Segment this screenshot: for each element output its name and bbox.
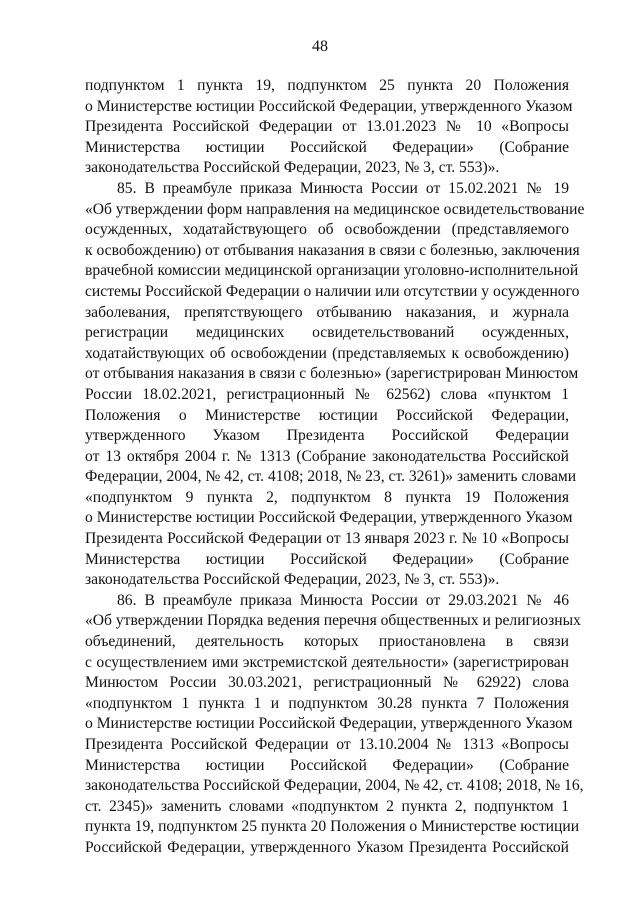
- text-line: подпунктом 1 пункта 19, подпунктом 25 пункта 20 Положения: [85, 77, 569, 94]
- text-line: Министерства юстиции Российской Федерации» (Собрание: [85, 756, 569, 774]
- text-line: «подпунктом 1 пункта 1 и подпунктом 30.28 пункта 7 Положения: [85, 694, 569, 712]
- text-line: от 13 октября 2004 г. № 1313 (Собрание законодательства Российской: [85, 447, 569, 465]
- text-line: Президента Российской Федерации от 13.10.2004 № 1313 «Вопросы: [85, 736, 569, 753]
- text-line: 86. В преамбуле приказа Минюста России от 29.03.2021 № 46: [117, 591, 569, 609]
- text-line: о Министерстве юстиции Российской Федерации, утвержденного Указом: [85, 715, 573, 733]
- text-line: заболевания, препятствующего отбыванию наказания, и журнала: [85, 303, 569, 321]
- text-line: Российской Федерации, утвержденного Указом Президента Российской: [85, 838, 569, 856]
- text-line: пункта 19, подпунктом 25 пункта 20 Положения о Министерстве юстиции: [85, 818, 580, 836]
- text-line: от отбывания наказания в связи с болезнью» (зарегистрирован Минюстом: [85, 365, 579, 383]
- text-line: Министерства юстиции Российской Федерации» (Собрание: [85, 550, 569, 568]
- text-line: Минюстом России 30.03.2021, регистрационный № 62922) слова: [85, 674, 569, 692]
- text-line: Президента Российской Федерации от 13 января 2023 г. № 10 «Вопросы: [85, 530, 569, 548]
- text-line: осужденных, ходатайствующего об освобождении (представляемого: [85, 221, 569, 239]
- text-line: Положения о Министерстве юстиции Российской Федерации,: [85, 406, 569, 424]
- text-line: 85. В преамбуле приказа Минюста России от 15.02.2021 № 19: [117, 179, 569, 197]
- text-line: Федерации, 2004, № 42, ст. 4108; 2018, № 23, ст. 3261)» заменить словами: [85, 468, 577, 486]
- text-line: Президента Российской Федерации от 13.01.2023 № 10 «Вопросы: [85, 118, 569, 136]
- text-line: регистрации медицинских освидетельствований осужденных,: [85, 324, 569, 342]
- text-line: Министерства юстиции Российской Федерации» (Собрание: [85, 138, 569, 156]
- text-line: системы Российской Федерации о наличии или отсутствии у осужденного: [85, 282, 580, 300]
- text-line: законодательства Российской Федерации, 2023, № 3, ст. 553)».: [85, 159, 500, 177]
- text-line: врачебной комиссии медицинской организации уголовно-исполнительной: [85, 262, 579, 280]
- text-line: законодательства Российской Федерации, 2023, № 3, ст. 553)».: [85, 571, 500, 589]
- text-line: «Об утверждении Порядка ведения перечня общественных и религиозных: [85, 612, 581, 630]
- text-line: объединений, деятельность которых приостановлена в связи: [85, 633, 569, 651]
- page-number: 48: [312, 38, 328, 55]
- text-line: о Министерстве юстиции Российской Федерации, утвержденного Указом: [85, 509, 573, 527]
- text-line: России 18.02.2021, регистрационный № 62562) слова «пунктом 1: [85, 385, 569, 403]
- text-line: ст. 2345)» заменить словами «подпунктом 2 пункта 2, подпунктом 1: [85, 797, 569, 815]
- text-line: ходатайствующих об освобождении (представляемых к освобождению): [85, 344, 569, 362]
- text-line: «Об утверждении форм направления на медицинское освидетельствование: [85, 200, 585, 218]
- text-line: о Министерстве юстиции Российской Федерации, утвержденного Указом: [85, 97, 573, 115]
- text-line: с осуществлением ими экстремистской деятельности» (зарегистрирован: [85, 653, 569, 671]
- text-line: законодательства Российской Федерации, 2004, № 42, ст. 4108; 2018, № 16,: [85, 777, 584, 795]
- document-body: [85, 76, 585, 859]
- text-line: «подпунктом 9 пункта 2, подпунктом 8 пункта 19 Положения: [85, 488, 569, 506]
- text-line: к освобождению) от отбывания наказания в связи с болезнью, заключения: [85, 241, 580, 259]
- text-line: утвержденного Указом Президента Российской Федерации: [85, 427, 569, 445]
